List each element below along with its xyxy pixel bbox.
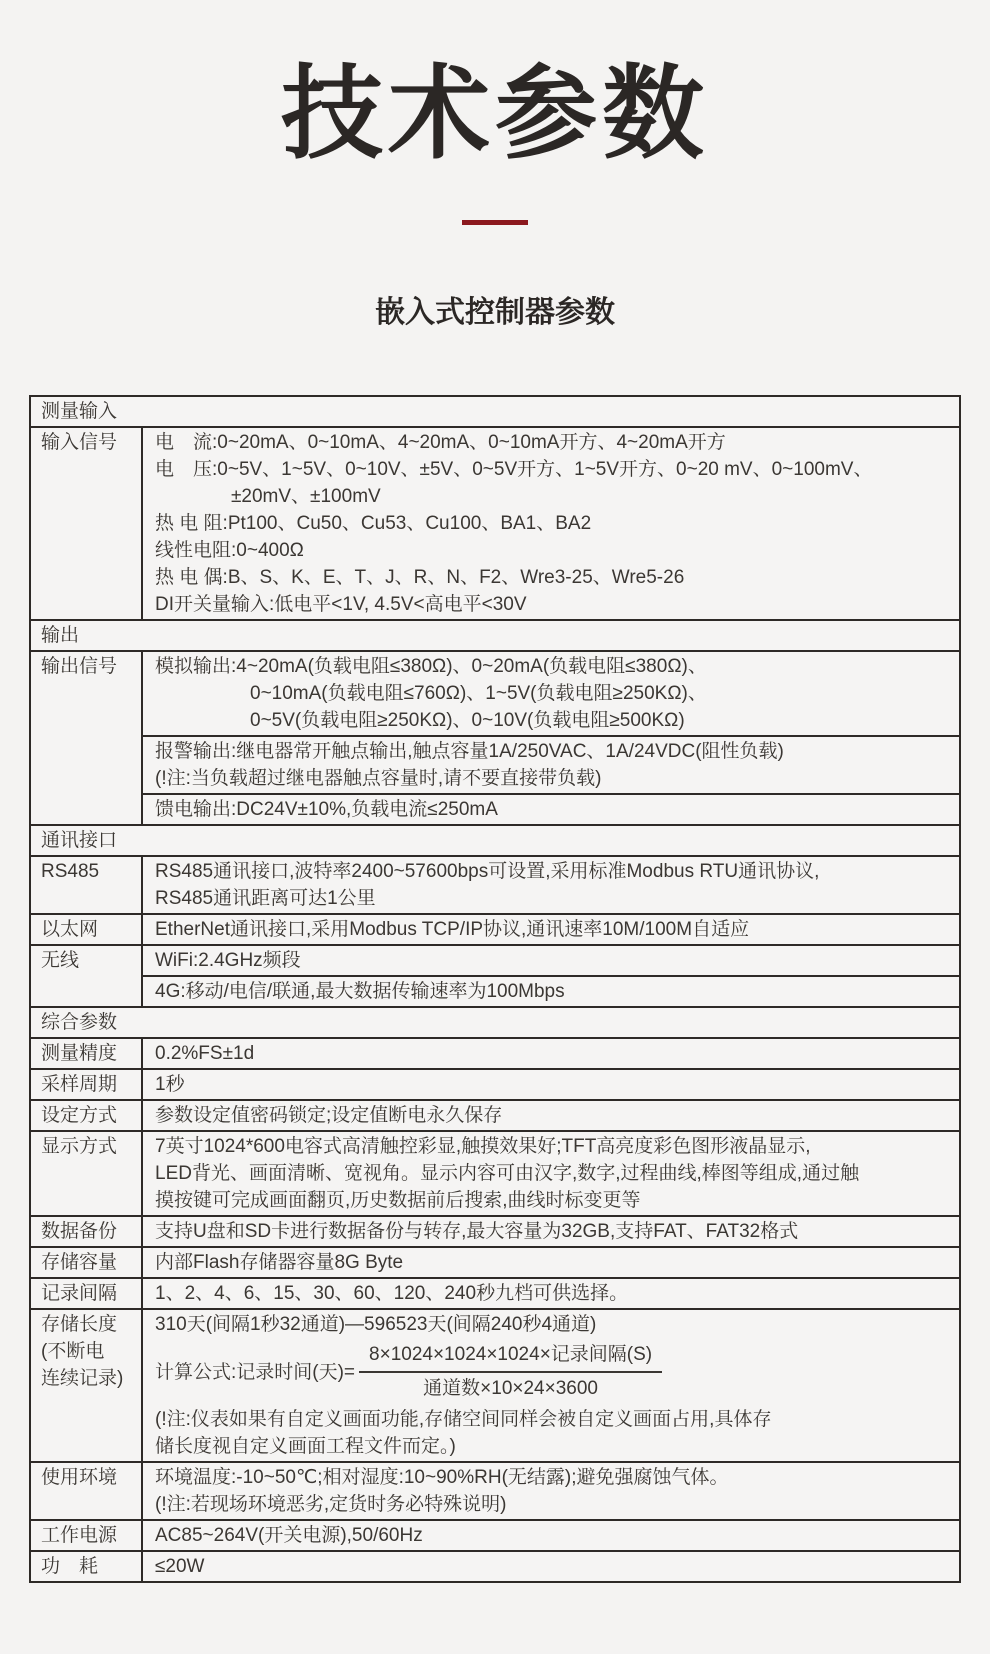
- row-label: [31, 1248, 143, 1277]
- spec-cell: [143, 857, 959, 913]
- row-content: [143, 1101, 959, 1130]
- page-subtitle: 嵌入式控制器参数: [375, 296, 615, 329]
- row-label-line: 记录间隔: [41, 1283, 118, 1304]
- spec-row: [31, 1519, 959, 1550]
- row-label-line: 输入信号: [41, 432, 118, 453]
- section-row: [31, 1006, 959, 1037]
- spec-row: [31, 944, 959, 1006]
- spec-row: [31, 426, 959, 619]
- spec-cell: [143, 735, 959, 793]
- spec-cell: [143, 1521, 959, 1550]
- row-label: [31, 428, 143, 619]
- spec-cell: [143, 1132, 959, 1215]
- spec-line: 0~5V(负载电阻≥250KΩ)、0~10V(负载电阻≥500KΩ): [155, 710, 685, 731]
- spec-line: DI开关量输入:低电平<1V, 4.5V<高电平<30V: [155, 594, 527, 615]
- row-label: [31, 1070, 143, 1099]
- spec-line: 报警输出:继电器常开触点输出,触点容量1A/250VAC、1A/24VDC(阻性负载): [155, 741, 784, 762]
- row-label: [31, 1132, 143, 1215]
- spec-table: [29, 395, 961, 1583]
- row-content: [143, 1310, 959, 1461]
- row-label-line: 显示方式: [41, 1136, 118, 1157]
- spec-line: RS485通讯距离可达1公里: [155, 888, 376, 909]
- row-content: [143, 1070, 959, 1099]
- row-content: [143, 1039, 959, 1068]
- spec-line: 馈电输出:DC24V±10%,负载电流≤250mA: [155, 799, 498, 820]
- row-content: [143, 946, 959, 1006]
- row-label-line: 工作电源: [41, 1525, 118, 1546]
- spec-line: 热 电 阻:Pt100、Cu50、Cu53、Cu100、BA1、BA2: [155, 513, 592, 534]
- row-content: [143, 915, 959, 944]
- section-label: 输出: [41, 625, 80, 646]
- spec-row: [31, 855, 959, 913]
- spec-row: [31, 1215, 959, 1246]
- spec-cell: [143, 1552, 959, 1581]
- spec-cell: [143, 1217, 959, 1246]
- fraction-numerator: 8×1024×1024×1024×记录间隔(S): [359, 1341, 662, 1373]
- row-label: [31, 1521, 143, 1550]
- spec-line: 参数设定值密码锁定;设定值断电永久保存: [155, 1105, 503, 1126]
- spec-line: RS485通讯接口,波特率2400~57600bps可设置,采用标准Modbus RTU通讯协议,: [155, 861, 820, 882]
- spec-cell: [143, 1248, 959, 1277]
- spec-cell: [143, 915, 959, 944]
- row-label: [31, 1279, 143, 1308]
- row-label: [31, 915, 143, 944]
- spec-line: ±20mV、±100mV: [155, 486, 381, 507]
- row-label: [31, 1217, 143, 1246]
- row-content: [143, 1463, 959, 1519]
- spec-row: [31, 1277, 959, 1308]
- spec-line: LED背光、画面清晰、宽视角。显示内容可由汉字,数字,过程曲线,棒图等组成,通过触: [155, 1163, 860, 1184]
- spec-row: [31, 1037, 959, 1068]
- row-label-line: 使用环境: [41, 1467, 118, 1488]
- row-label: [31, 1101, 143, 1130]
- spec-line: 310天(间隔1秒32通道)—596523天(间隔240秒4通道): [155, 1314, 597, 1335]
- spec-cell: [143, 428, 959, 619]
- row-content: [143, 428, 959, 619]
- spec-line: 4G:移动/电信/联通,最大数据传输速率为100Mbps: [155, 981, 565, 1002]
- spec-line: 支持U盘和SD卡进行数据备份与转存,最大容量为32GB,支持FAT、FAT32格式: [155, 1221, 799, 1242]
- section-row: [31, 824, 959, 855]
- spec-row: [31, 1461, 959, 1519]
- formula-fraction: [359, 1341, 662, 1403]
- spec-row: [31, 1068, 959, 1099]
- row-label: [31, 857, 143, 913]
- row-label-line: RS485: [41, 861, 100, 882]
- row-content: [143, 1217, 959, 1246]
- spec-cell: [143, 1070, 959, 1099]
- row-content: [143, 857, 959, 913]
- row-label: [31, 1310, 143, 1461]
- spec-cell: [143, 1310, 959, 1461]
- spec-line: (!注:当负载超过继电器触点容量时,请不要直接带负载): [155, 768, 602, 789]
- spec-line: 7英寸1024*600电容式高清触控彩显,触摸效果好;TFT高亮度彩色图形液晶显示,: [155, 1136, 811, 1157]
- spec-cell: [143, 1279, 959, 1308]
- row-label-line: 存储长度: [41, 1314, 118, 1335]
- spec-row: [31, 1130, 959, 1215]
- spec-cell: [143, 793, 959, 824]
- row-label: [31, 1039, 143, 1068]
- row-label-line: (不断电: [41, 1341, 105, 1362]
- spec-line: 0~10mA(负载电阻≤760Ω)、1~5V(负载电阻≥250KΩ)、: [155, 683, 707, 704]
- row-label-line: 以太网: [41, 919, 99, 940]
- spec-line: 内部Flash存储器容量8G Byte: [155, 1252, 404, 1273]
- fraction-denominator: 通道数×10×24×3600: [423, 1378, 598, 1399]
- row-label: [31, 1463, 143, 1519]
- row-label-line: 采样周期: [41, 1074, 118, 1095]
- section-label: 综合参数: [41, 1012, 118, 1033]
- row-label: [31, 946, 143, 1006]
- section-row: [31, 397, 959, 426]
- spec-line: 0.2%FS±1d: [155, 1043, 255, 1064]
- spec-line: 环境温度:-10~50℃;相对湿度:10~90%RH(无结露);避免强腐蚀气体。: [155, 1467, 729, 1488]
- spec-line: 线性电阻:0~400Ω: [155, 540, 304, 561]
- spec-line: 1秒: [155, 1074, 185, 1095]
- row-label-line: 输出信号: [41, 656, 118, 677]
- row-label-line: 设定方式: [41, 1105, 118, 1126]
- spec-line: 热 电 偶:B、S、K、E、T、J、R、N、F2、Wre3-25、Wre5-26: [155, 567, 685, 588]
- section-row: [31, 619, 959, 650]
- spec-line: 1、2、4、6、15、30、60、120、240秒九档可供选择。: [155, 1283, 629, 1304]
- spec-row: [31, 1099, 959, 1130]
- spec-row: [31, 1308, 959, 1461]
- row-label: [31, 652, 143, 824]
- spec-cell: [143, 946, 959, 975]
- spec-cell: [143, 1463, 959, 1519]
- spec-line: 摸按键可完成画面翻页,历史数据前后搜索,曲线时标变更等: [155, 1190, 641, 1211]
- spec-line: 模拟输出:4~20mA(负载电阻≤380Ω)、0~20mA(负载电阻≤380Ω)、: [155, 656, 707, 677]
- row-label-line: 数据备份: [41, 1221, 118, 1242]
- row-label-line: 测量精度: [41, 1043, 118, 1064]
- row-content: [143, 1132, 959, 1215]
- row-content: [143, 1521, 959, 1550]
- formula-prefix: 计算公式:记录时间(天)=: [155, 1361, 356, 1383]
- page-title: 技术参数: [281, 57, 709, 171]
- spec-row: [31, 1550, 959, 1581]
- row-label-line: 无线: [41, 950, 80, 971]
- spec-cell: [143, 652, 959, 735]
- row-label-line: 功 耗: [41, 1556, 99, 1577]
- spec-row: [31, 650, 959, 824]
- row-label-line: 连续记录): [41, 1368, 124, 1389]
- row-content: [143, 652, 959, 824]
- spec-line: (!注:仪表如果有自定义画面功能,存储空间同样会被自定义画面占用,具体存: [155, 1409, 772, 1430]
- row-label: [31, 1552, 143, 1581]
- spec-line: 电 压:0~5V、1~5V、0~10V、±5V、0~5V开方、1~5V开方、0~20 mV、0~100mV、: [155, 459, 873, 480]
- spec-line: (!注:若现场环境恶劣,定货时务必特殊说明): [155, 1494, 507, 1515]
- storage-formula: [155, 1338, 947, 1406]
- spec-row: [31, 1246, 959, 1277]
- spec-line: 储长度视自定义画面工程文件而定。): [155, 1436, 456, 1457]
- spec-row: [31, 913, 959, 944]
- row-label-line: 存储容量: [41, 1252, 118, 1273]
- spec-line: ≤20W: [155, 1556, 205, 1577]
- spec-cell: [143, 1039, 959, 1068]
- spec-line: 电 流:0~20mA、0~10mA、4~20mA、0~10mA开方、4~20mA开方: [155, 432, 726, 453]
- section-label: 通讯接口: [41, 830, 118, 851]
- row-content: [143, 1248, 959, 1277]
- spec-line: EtherNet通讯接口,采用Modbus TCP/IP协议,通讯速率10M/100M自适应: [155, 919, 750, 940]
- spec-cell: [143, 975, 959, 1006]
- section-label: 测量输入: [41, 401, 118, 422]
- spec-line: WiFi:2.4GHz频段: [155, 950, 301, 971]
- title-divider: [462, 220, 528, 225]
- row-content: [143, 1552, 959, 1581]
- spec-cell: [143, 1101, 959, 1130]
- row-content: [143, 1279, 959, 1308]
- spec-line: AC85~264V(开关电源),50/60Hz: [155, 1525, 423, 1546]
